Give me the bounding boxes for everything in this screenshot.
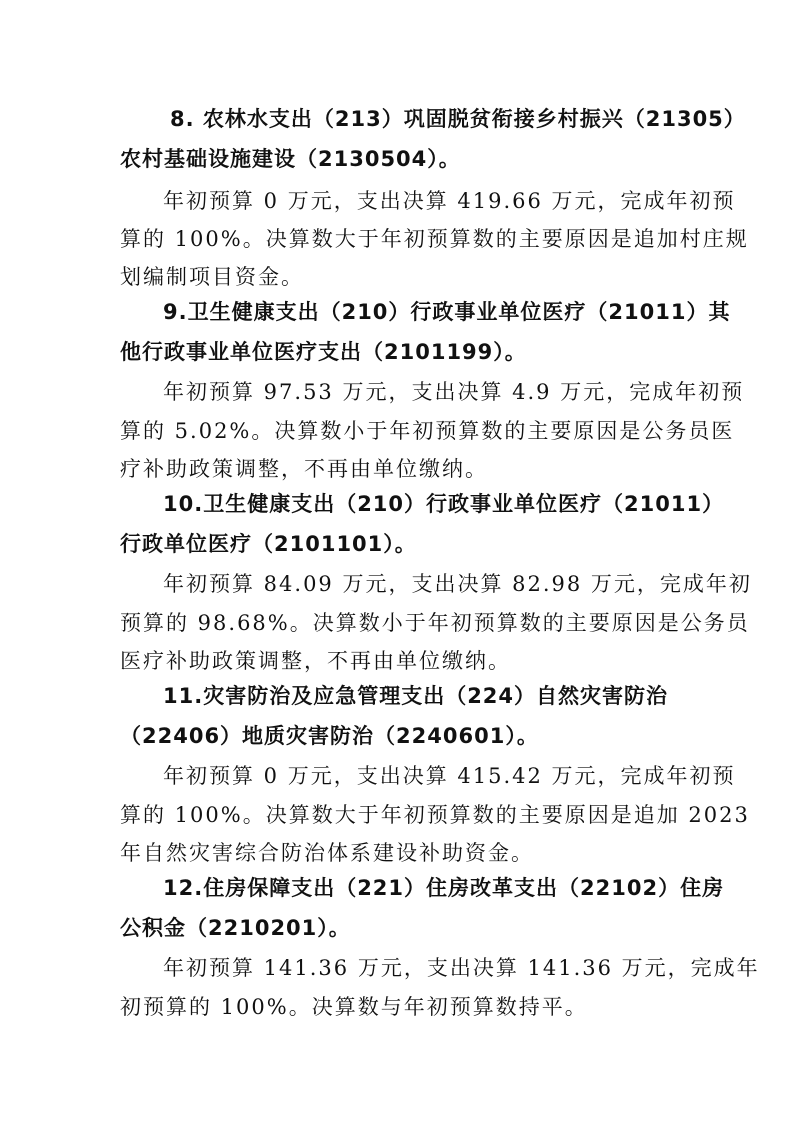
section-body-line: 初预算的 100%。决算数与年初预算数持平。: [120, 995, 588, 1019]
section-heading-line: 8. 农林水支出（213）巩固脱贫衔接乡村振兴（21305）: [170, 107, 746, 131]
section-heading-line: 9.卫生健康支出（210）行政事业单位医疗（21011）其: [163, 300, 731, 324]
section-heading-line: 他行政事业单位医疗支出（2101199）。: [120, 340, 527, 364]
section-body-line: 疗补助政策调整，不再由单位缴纳。: [120, 457, 488, 481]
section-body-line: 年自然灾害综合防治体系建设补助资金。: [120, 841, 534, 865]
section-body-line: 医疗补助政策调整，不再由单位缴纳。: [120, 649, 511, 673]
section-heading-line: （22406）地质灾害防治（2240601）。: [120, 724, 539, 748]
section-body-line: 划编制项目资金。: [120, 265, 304, 289]
section-body-line: 年初预算 141.36 万元，支出决算 141.36 万元，完成年: [163, 956, 760, 980]
section-body-line: 预算的 98.68%。决算数小于年初预算数的主要原因是公务员: [120, 611, 750, 635]
section-heading-line: 12.住房保障支出（221）住房改革支出（22102）住房: [163, 876, 725, 900]
section-body-line: 年初预算 84.09 万元，支出决算 82.98 万元，完成年初: [163, 572, 752, 596]
section-body-line: 年初预算 0 万元，支出决算 415.42 万元，完成年初预: [163, 764, 736, 788]
section-body-line: 算的 100%。决算数大于年初预算数的主要原因是追加 2023: [120, 803, 750, 827]
section-heading-line: 10.卫生健康支出（210）行政事业单位医疗（21011）: [163, 492, 725, 516]
section-heading-line: 公积金（2210201）。: [120, 916, 351, 940]
section-body-line: 算的 100%。决算数大于年初预算数的主要原因是追加村庄规: [120, 227, 749, 251]
section-body-line: 年初预算 97.53 万元，支出决算 4.9 万元，完成年初预: [163, 380, 745, 404]
section-body-line: 年初预算 0 万元，支出决算 419.66 万元，完成年初预: [163, 189, 736, 213]
section-body-line: 算的 5.02%。决算数小于年初预算数的主要原因是公务员医: [120, 419, 735, 443]
section-heading-line: 11.灾害防治及应急管理支出（224）自然灾害防治: [163, 684, 669, 708]
section-heading-line: 农村基础设施建设（2130504）。: [120, 147, 461, 171]
section-heading-line: 行政单位医疗（2101101）。: [120, 532, 417, 556]
